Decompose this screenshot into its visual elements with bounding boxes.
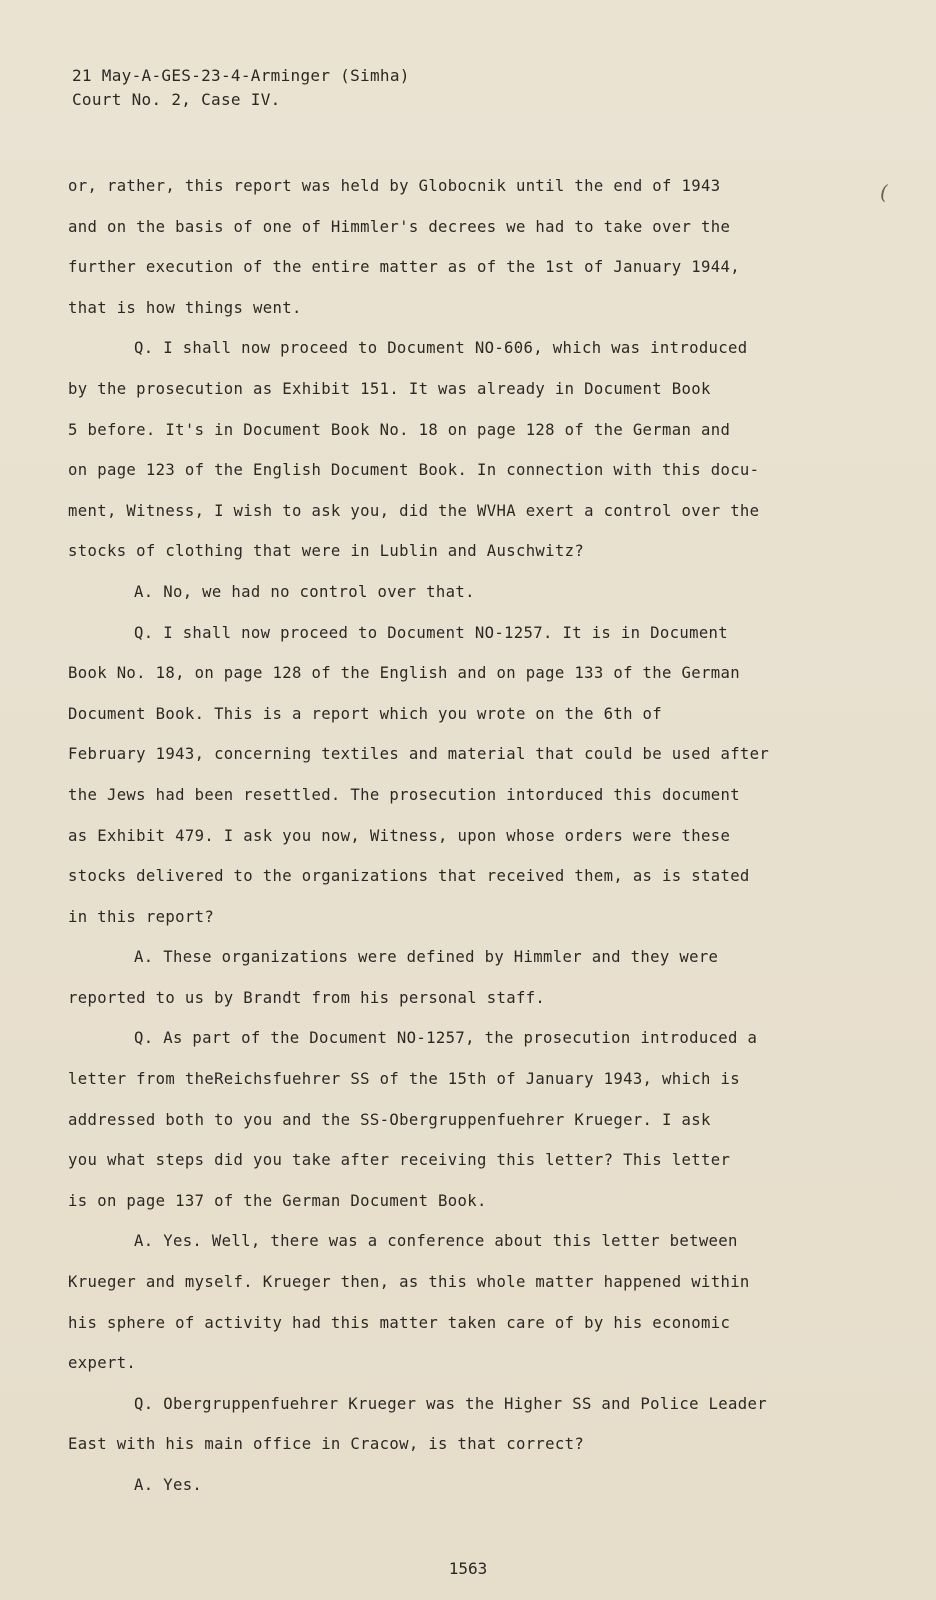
- transcript-line: expert.: [68, 1354, 137, 1373]
- transcript-line: on page 123 of the English Document Book. In connection with this docu-: [68, 461, 760, 480]
- header-reference-line: 21 May-A-GES-23-4-Arminger (Simha): [72, 66, 410, 85]
- transcript-line: reported to us by Brandt from his personal staff.: [68, 988, 546, 1007]
- page-number: 1563: [448, 1559, 488, 1578]
- transcript-line: February 1943, concerning textiles and material that could be used after: [68, 745, 770, 764]
- transcript-paragraph: [68, 1384, 808, 1465]
- transcript-line: and on the basis of one of Himmler's decrees we had to take over the: [68, 217, 731, 236]
- margin-pencil-mark: (: [880, 180, 888, 204]
- transcript-line: in this report?: [68, 907, 215, 926]
- transcript-line: further execution of the entire matter as of the 1st of January 1944,: [68, 258, 740, 277]
- transcript-line: East with his main office in Cracow, is that correct?: [68, 1435, 585, 1454]
- transcript-line: his sphere of activity had this matter taken care of by his economic: [68, 1313, 731, 1332]
- transcript-paragraph: [68, 1221, 808, 1383]
- transcript-paragraph: [68, 937, 808, 1018]
- transcript-paragraph: [68, 1465, 808, 1506]
- transcript-line: Document Book. This is a report which you wrote on the 6th of: [68, 704, 663, 723]
- transcript-line: addressed both to you and the SS-Obergruppenfuehrer Krueger. I ask: [68, 1110, 711, 1129]
- transcript-line: the Jews had been resettled. The prosecution intorduced this document: [68, 785, 740, 804]
- transcript-body: [68, 166, 808, 1506]
- transcript-line: Q. I shall now proceed to Document NO-1257. It is in Document: [134, 623, 729, 642]
- transcript-line: as Exhibit 479. I ask you now, Witness, upon whose orders were these: [68, 826, 731, 845]
- transcript-line: by the prosecution as Exhibit 151. It was already in Document Book: [68, 379, 711, 398]
- transcript-paragraph: [68, 328, 808, 572]
- transcript-line: that is how things went.: [68, 298, 302, 317]
- transcript-paragraph: [68, 1018, 808, 1221]
- document-header: [72, 64, 410, 112]
- transcript-line: stocks of clothing that were in Lublin and Auschwitz?: [68, 542, 585, 561]
- transcript-line: you what steps did you take after receiving this letter? This letter: [68, 1151, 731, 1170]
- transcript-line: ment, Witness, I wish to ask you, did the WVHA exert a control over the: [68, 501, 760, 520]
- transcript-line: A. Yes.: [134, 1476, 203, 1494]
- transcript-line: is on page 137 of the German Document Book.: [68, 1191, 487, 1210]
- transcript-line: Book No. 18, on page 128 of the English and on page 133 of the German: [68, 664, 740, 683]
- transcript-paragraph: [68, 572, 808, 613]
- transcript-line: Krueger and myself. Krueger then, as this whole matter happened within: [68, 1273, 750, 1292]
- header-court-line: Court No. 2, Case IV.: [72, 90, 281, 109]
- transcript-paragraph: [68, 613, 808, 938]
- transcript-line: letter from theReichsfuehrer SS of the 15th of January 1943, which is: [68, 1070, 740, 1089]
- transcript-line: or, rather, this report was held by Globocnik until the end of 1943: [68, 177, 721, 195]
- transcript-line: stocks delivered to the organizations that received them, as is stated: [68, 867, 750, 886]
- transcript-line: A. These organizations were defined by Himmler and they were: [134, 948, 719, 967]
- transcript-line: A. Yes. Well, there was a conference about this letter between: [134, 1232, 738, 1251]
- transcript-paragraph: [68, 166, 808, 328]
- transcript-line: A. No, we had no control over that.: [134, 582, 475, 601]
- transcript-line: Q. I shall now proceed to Document NO-606, which was introduced: [134, 339, 748, 358]
- transcript-line: 5 before. It's in Document Book No. 18 on page 128 of the German and: [68, 420, 731, 439]
- transcript-line: Q. As part of the Document NO-1257, the prosecution introduced a: [134, 1029, 758, 1048]
- transcript-line: Q. Obergruppenfuehrer Krueger was the Higher SS and Police Leader: [134, 1394, 767, 1413]
